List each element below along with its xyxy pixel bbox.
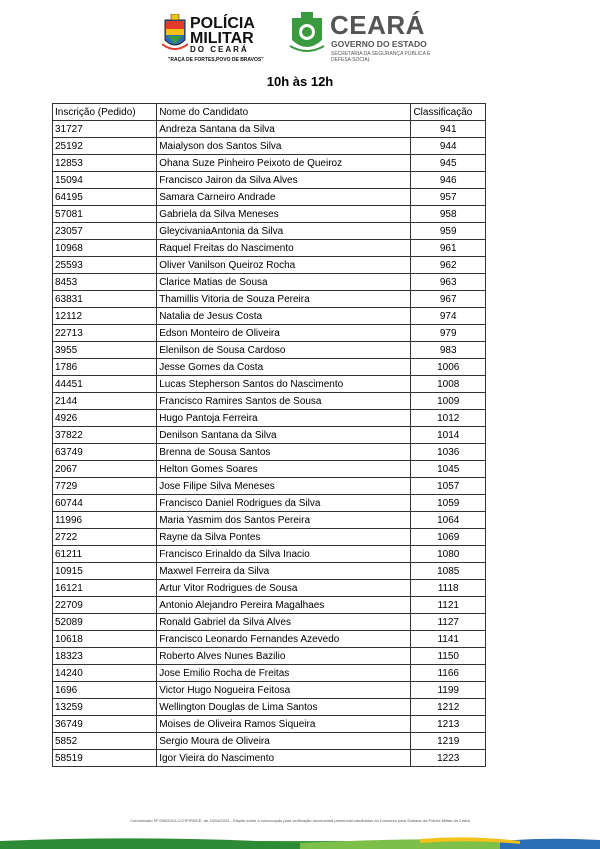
cell-classificacao: 1008 (411, 376, 486, 393)
ceara-crest-icon (288, 12, 326, 56)
table-row (53, 376, 486, 393)
cell-inscricao: 63749 (53, 444, 157, 461)
cell-classificacao: 1059 (411, 495, 486, 512)
cell-classificacao: 944 (411, 138, 486, 155)
cell-classificacao: 1006 (411, 359, 486, 376)
table-row (53, 597, 486, 614)
cell-nome: Francisco Daniel Rodrigues da Silva (157, 495, 411, 512)
cell-nome: Raquel Freitas do Nascimento (157, 240, 411, 257)
cell-inscricao: 58519 (53, 750, 157, 767)
cell-classificacao: 1069 (411, 529, 486, 546)
cell-nome: Samara Carneiro Andrade (157, 189, 411, 206)
cell-classificacao: 1009 (411, 393, 486, 410)
table-row (53, 325, 486, 342)
cell-classificacao: 1085 (411, 563, 486, 580)
table-row (53, 427, 486, 444)
cell-classificacao: 1045 (411, 461, 486, 478)
table-row (53, 631, 486, 648)
cell-classificacao: 963 (411, 274, 486, 291)
ceara-gov: GOVERNO DO ESTADO (331, 39, 427, 49)
table-row (53, 121, 486, 138)
cell-classificacao: 983 (411, 342, 486, 359)
cell-inscricao: 12853 (53, 155, 157, 172)
table-row (53, 665, 486, 682)
pm-subtitle: DO CEARÁ (190, 45, 249, 54)
cell-nome: Brenna de Sousa Santos (157, 444, 411, 461)
cell-nome: Francisco Ramires Santos de Sousa (157, 393, 411, 410)
cell-classificacao: 1212 (411, 699, 486, 716)
table-row (53, 648, 486, 665)
table-row (53, 529, 486, 546)
cell-nome: Maxwel Ferreira da Silva (157, 563, 411, 580)
table-row (53, 359, 486, 376)
cell-classificacao: 959 (411, 223, 486, 240)
cell-inscricao: 5852 (53, 733, 157, 750)
cell-inscricao: 10968 (53, 240, 157, 257)
cell-classificacao: 941 (411, 121, 486, 138)
cell-classificacao: 1118 (411, 580, 486, 597)
cell-nome: Natalia de Jesus Costa (157, 308, 411, 325)
cell-nome: Ronald Gabriel da Silva Alves (157, 614, 411, 631)
table-row (53, 512, 486, 529)
ceara-secretaria: SECRETARIA DA SEGURANÇA PÚBLICA E DEFESA SOCIAL (331, 51, 431, 63)
cell-nome: Jose Emilio Rocha de Freitas (157, 665, 411, 682)
cell-inscricao: 31727 (53, 121, 157, 138)
cell-inscricao: 36749 (53, 716, 157, 733)
table-row (53, 172, 486, 189)
cell-nome: Clarice Matias de Sousa (157, 274, 411, 291)
cell-nome: Roberto Alves Nunes Bazilio (157, 648, 411, 665)
cell-classificacao: 1014 (411, 427, 486, 444)
cell-classificacao: 979 (411, 325, 486, 342)
cell-nome: Francisco Erinaldo da Silva Inacio (157, 546, 411, 563)
cell-inscricao: 16121 (53, 580, 157, 597)
cell-nome: Helton Gomes Soares (157, 461, 411, 478)
cell-inscricao: 25593 (53, 257, 157, 274)
table-row (53, 495, 486, 512)
table-row (53, 257, 486, 274)
cell-nome: Jesse Gomes da Costa (157, 359, 411, 376)
table-row (53, 138, 486, 155)
cell-inscricao: 8453 (53, 274, 157, 291)
column-header-classificacao: Classificação (411, 104, 486, 121)
candidates-table (52, 103, 486, 767)
time-slot-title: 10h às 12h (266, 74, 334, 89)
cell-classificacao: 1012 (411, 410, 486, 427)
cell-nome: Artur Vitor Rodrigues de Sousa (157, 580, 411, 597)
cell-inscricao: 10915 (53, 563, 157, 580)
table-row (53, 563, 486, 580)
table-row (53, 393, 486, 410)
cell-nome: Oliver Vanilson Queiroz Rocha (157, 257, 411, 274)
table-row (53, 189, 486, 206)
cell-nome: Antonio Alejandro Pereira Magalhaes (157, 597, 411, 614)
cell-classificacao: 1150 (411, 648, 486, 665)
cell-inscricao: 23057 (53, 223, 157, 240)
ceara-title: CEARÁ (330, 10, 425, 40)
cell-inscricao: 4926 (53, 410, 157, 427)
cell-inscricao: 18323 (53, 648, 157, 665)
table-row (53, 614, 486, 631)
table-row (53, 750, 486, 767)
table-row (53, 155, 486, 172)
cell-classificacao: 1127 (411, 614, 486, 631)
cell-inscricao: 22713 (53, 325, 157, 342)
table-row (53, 478, 486, 495)
cell-inscricao: 15094 (53, 172, 157, 189)
table-body (53, 121, 486, 767)
cell-inscricao: 2144 (53, 393, 157, 410)
cell-nome: Denilson Santana da Silva (157, 427, 411, 444)
table-row (53, 240, 486, 257)
column-header-inscricao: Inscrição (Pedido) (53, 104, 157, 121)
cell-classificacao: 1219 (411, 733, 486, 750)
cell-classificacao: 1213 (411, 716, 486, 733)
cell-nome: Moises de Oliveira Ramos Siqueira (157, 716, 411, 733)
cell-inscricao: 60744 (53, 495, 157, 512)
footer-text: Comunicado Nº 098/2024-CCOP/PMCE, de 15/04/2024 - Dispõe sobre a convocação para verificação documental presencial candidatos do Concurso para Soldado da Polícia Militar do Ceará (130, 818, 470, 823)
cell-nome: Wellington Douglas de Lima Santos (157, 699, 411, 716)
cell-nome: Lucas Stepherson Santos do Nascimento (157, 376, 411, 393)
cell-inscricao: 1786 (53, 359, 157, 376)
table-row (53, 444, 486, 461)
cell-inscricao: 13259 (53, 699, 157, 716)
table-row (53, 699, 486, 716)
footer-color-bar (0, 835, 600, 849)
cell-nome: Thamillis Vitoria de Souza Pereira (157, 291, 411, 308)
table-row (53, 580, 486, 597)
cell-classificacao: 961 (411, 240, 486, 257)
cell-inscricao: 37822 (53, 427, 157, 444)
cell-nome: Elenilson de Sousa Cardoso (157, 342, 411, 359)
table-row (53, 206, 486, 223)
page-header (0, 8, 600, 68)
cell-classificacao: 1141 (411, 631, 486, 648)
cell-inscricao: 25192 (53, 138, 157, 155)
cell-nome: Victor Hugo Nogueira Feitosa (157, 682, 411, 699)
table-row (53, 291, 486, 308)
cell-nome: Gabriela da Silva Meneses (157, 206, 411, 223)
cell-inscricao: 12112 (53, 308, 157, 325)
pm-motto: "RAÇA DE FORTES,POVO DE BRAVOS" (168, 57, 264, 63)
cell-classificacao: 945 (411, 155, 486, 172)
cell-nome: Francisco Leonardo Fernandes Azevedo (157, 631, 411, 648)
cell-nome: Hugo Pantoja Ferreira (157, 410, 411, 427)
table-row (53, 682, 486, 699)
table-row (53, 461, 486, 478)
cell-inscricao: 63831 (53, 291, 157, 308)
cell-inscricao: 57081 (53, 206, 157, 223)
table-row (53, 308, 486, 325)
cell-nome: Edson Monteiro de Oliveira (157, 325, 411, 342)
cell-inscricao: 22709 (53, 597, 157, 614)
cell-classificacao: 1036 (411, 444, 486, 461)
table-row (53, 546, 486, 563)
pm-crest-icon (162, 14, 188, 54)
cell-inscricao: 52089 (53, 614, 157, 631)
column-header-nome: Nome do Candidato (157, 104, 411, 121)
cell-classificacao: 1057 (411, 478, 486, 495)
cell-inscricao: 14240 (53, 665, 157, 682)
cell-inscricao: 44451 (53, 376, 157, 393)
cell-classificacao: 1080 (411, 546, 486, 563)
table-row (53, 223, 486, 240)
cell-inscricao: 61211 (53, 546, 157, 563)
cell-inscricao: 1696 (53, 682, 157, 699)
cell-classificacao: 1166 (411, 665, 486, 682)
cell-classificacao: 974 (411, 308, 486, 325)
pm-title: POLÍCIA MILITAR (190, 15, 255, 47)
cell-inscricao: 3955 (53, 342, 157, 359)
table-row (53, 716, 486, 733)
cell-classificacao: 1121 (411, 597, 486, 614)
cell-classificacao: 1223 (411, 750, 486, 767)
cell-inscricao: 64195 (53, 189, 157, 206)
cell-classificacao: 962 (411, 257, 486, 274)
cell-nome: Ohana Suze Pinheiro Peixoto de Queiroz (157, 155, 411, 172)
cell-classificacao: 1199 (411, 682, 486, 699)
cell-classificacao: 967 (411, 291, 486, 308)
table-row (53, 410, 486, 427)
cell-classificacao: 1064 (411, 512, 486, 529)
cell-inscricao: 11996 (53, 512, 157, 529)
table-header-row (53, 104, 486, 121)
table-row (53, 733, 486, 750)
cell-nome: Maria Yasmim dos Santos Pereira (157, 512, 411, 529)
cell-nome: Francisco Jairon da Silva Alves (157, 172, 411, 189)
cell-nome: Jose Filipe Silva Meneses (157, 478, 411, 495)
cell-inscricao: 10618 (53, 631, 157, 648)
cell-nome: GleycivaniaAntonia da Silva (157, 223, 411, 240)
table-row (53, 274, 486, 291)
cell-inscricao: 7729 (53, 478, 157, 495)
cell-classificacao: 946 (411, 172, 486, 189)
cell-nome: Andreza Santana da Silva (157, 121, 411, 138)
cell-classificacao: 958 (411, 206, 486, 223)
cell-nome: Rayne da Silva Pontes (157, 529, 411, 546)
cell-nome: Maialyson dos Santos Silva (157, 138, 411, 155)
cell-classificacao: 957 (411, 189, 486, 206)
cell-inscricao: 2722 (53, 529, 157, 546)
cell-inscricao: 2067 (53, 461, 157, 478)
table-row (53, 342, 486, 359)
cell-nome: Igor Vieira do Nascimento (157, 750, 411, 767)
cell-nome: Sergio Moura de Oliveira (157, 733, 411, 750)
